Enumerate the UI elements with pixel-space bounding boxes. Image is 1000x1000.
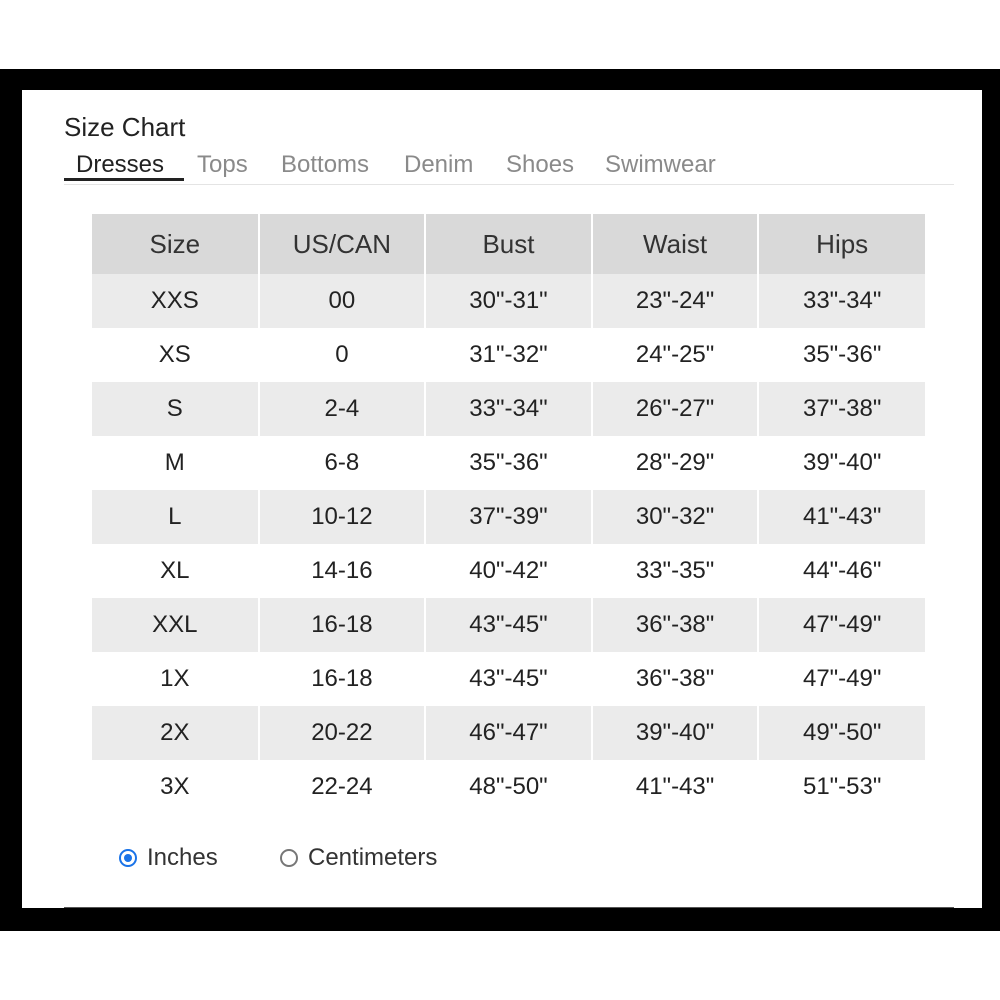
table-row — [92, 544, 925, 598]
cell-us-can: 0 — [259, 328, 426, 382]
cell-hips: 51"-53" — [802, 773, 882, 800]
cell-us-can: 00 — [259, 274, 426, 328]
cell-size: L — [92, 490, 259, 544]
table-row — [92, 598, 925, 652]
column-header-us-can: US/CAN — [259, 214, 426, 274]
cell-us-can: 16-18 — [259, 598, 426, 652]
cell-waist: 36"-38" — [592, 652, 759, 706]
cell-hips: 47"-49" — [802, 665, 882, 692]
cell-size: XXS — [92, 274, 259, 328]
cell-size: M — [92, 436, 259, 490]
tab-shoes[interactable]: Shoes — [506, 151, 575, 178]
cell-us-can: 22-24 — [259, 760, 426, 814]
cell-bust: 33"-34" — [425, 382, 592, 436]
cell-bust: 40"-42" — [425, 544, 592, 598]
cell-bust: 48"-50" — [425, 760, 592, 814]
cell-size: XL — [92, 544, 259, 598]
unit-option-centimeters[interactable] — [280, 844, 437, 872]
tab-dresses[interactable]: Dresses — [64, 150, 184, 181]
size-table — [92, 214, 925, 814]
cell-bust: 43"-45" — [425, 598, 592, 652]
cell-size: 1X — [92, 652, 259, 706]
column-header-waist: Waist — [592, 214, 759, 274]
cell-waist: 28"-29" — [592, 436, 759, 490]
category-tabs — [64, 150, 954, 185]
page-title: Size Chart — [64, 112, 186, 142]
cell-bust: 30"-31" — [425, 274, 592, 328]
table-row — [92, 436, 925, 490]
divider — [64, 907, 954, 908]
cell-us-can: 6-8 — [259, 436, 426, 490]
cell-size: 2X — [92, 706, 259, 760]
tab-denim[interactable]: Denim — [404, 151, 474, 178]
cell-bust: 35"-36" — [425, 436, 592, 490]
cell-waist: 39"-40" — [592, 706, 759, 760]
cell-waist: 24"-25" — [592, 328, 759, 382]
cell-bust: 31"-32" — [425, 328, 592, 382]
inches-label: Inches — [147, 844, 218, 871]
cell-bust: 46"-47" — [425, 706, 592, 760]
cell-hips: 35"-36" — [802, 341, 882, 368]
cell-waist: 26"-27" — [592, 382, 759, 436]
cell-us-can: 16-18 — [259, 652, 426, 706]
inches-radio[interactable] — [119, 849, 137, 867]
cell-size: 3X — [92, 760, 259, 814]
cell-hips: 44"-46" — [802, 557, 882, 584]
table-row — [92, 706, 925, 760]
table-row — [92, 328, 925, 382]
cell-waist: 33"-35" — [592, 544, 759, 598]
cell-waist: 23"-24" — [592, 274, 759, 328]
table-row — [92, 274, 925, 328]
centimeters-radio[interactable] — [280, 849, 298, 867]
cell-us-can: 20-22 — [259, 706, 426, 760]
cell-us-can: 14-16 — [259, 544, 426, 598]
cell-bust: 43"-45" — [425, 652, 592, 706]
table-row — [92, 490, 925, 544]
cell-size: XS — [92, 328, 259, 382]
table-row — [92, 382, 925, 436]
cell-us-can: 2-4 — [259, 382, 426, 436]
cell-bust: 37"-39" — [425, 490, 592, 544]
cell-us-can: 10-12 — [259, 490, 426, 544]
tab-bottoms[interactable]: Bottoms — [281, 151, 370, 178]
unit-option-inches[interactable] — [119, 844, 218, 872]
cell-waist: 36"-38" — [592, 598, 759, 652]
cell-hips: 47"-49" — [802, 611, 882, 638]
cell-waist: 41"-43" — [592, 760, 759, 814]
cell-waist: 30"-32" — [592, 490, 759, 544]
cell-hips: 37"-38" — [802, 395, 882, 422]
tab-swimwear[interactable]: Swimwear — [605, 151, 716, 178]
cell-hips: 33"-34" — [802, 287, 882, 314]
tab-tops[interactable]: Tops — [197, 151, 248, 178]
table-header-row — [92, 214, 925, 274]
cell-hips: 49"-50" — [802, 719, 882, 746]
centimeters-label: Centimeters — [308, 844, 438, 871]
cell-size: S — [92, 382, 259, 436]
column-header-bust: Bust — [425, 214, 592, 274]
cell-hips: 41"-43" — [802, 503, 882, 530]
cell-size: XXL — [92, 598, 259, 652]
cell-hips: 39"-40" — [802, 449, 882, 476]
column-header-hips: Hips — [816, 228, 869, 259]
table-row — [92, 760, 925, 814]
table-row — [92, 652, 925, 706]
column-header-size: Size — [92, 214, 259, 274]
